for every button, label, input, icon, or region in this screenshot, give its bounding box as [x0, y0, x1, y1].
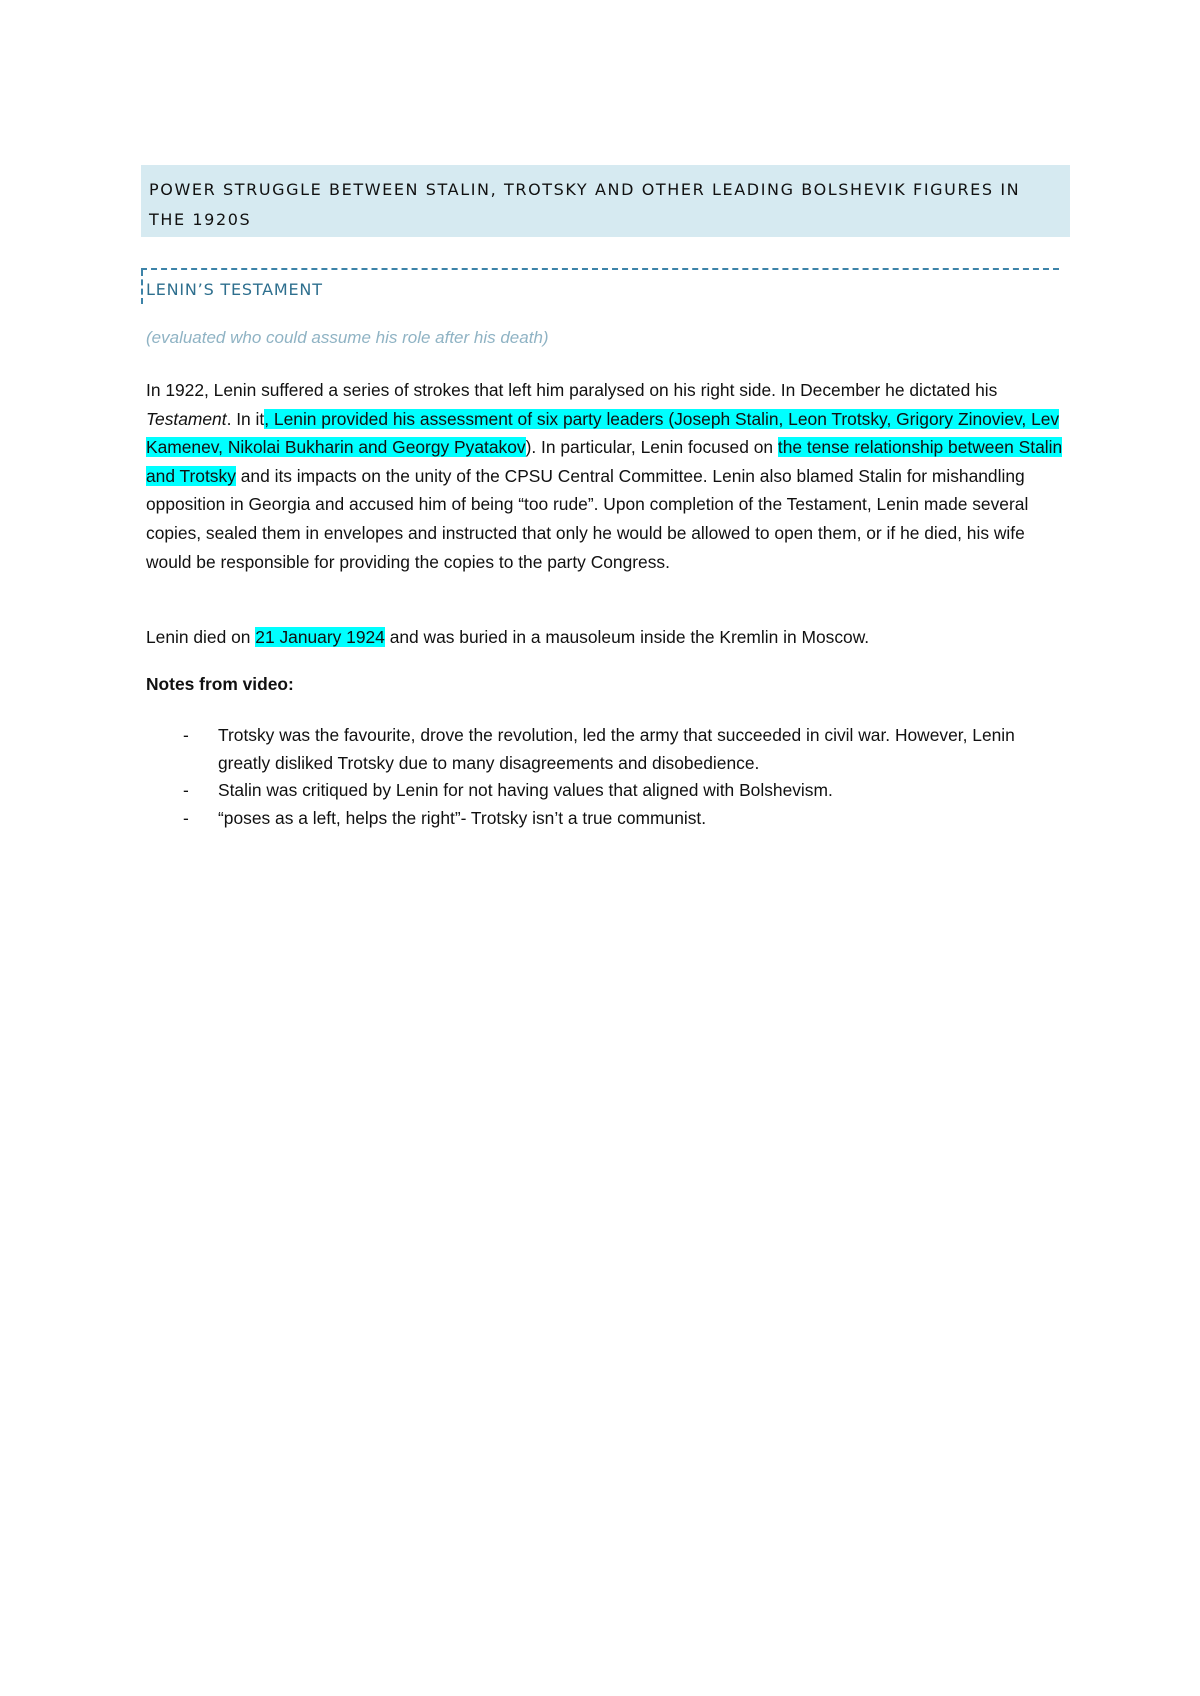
highlighted-date: 21 January 1924 [255, 627, 385, 647]
bullet-dash: - [183, 780, 189, 800]
notes-list [146, 722, 1066, 832]
paragraph-text: Lenin died on [146, 627, 256, 647]
title-banner [141, 165, 1070, 237]
paragraph-death [146, 623, 1066, 652]
list-item [146, 722, 1066, 777]
paragraph-text: ). In particular, Lenin focused on [525, 437, 778, 458]
list-item [146, 777, 1066, 805]
list-item-text: Stalin was critiqued by Lenin for not having values that aligned with Bolshevism. [218, 780, 833, 800]
paragraph-text: and was buried in a mausoleum inside the Kremlin in Moscow. [384, 627, 870, 647]
document-title: POWER STRUGGLE BETWEEN STALIN, TROTSKY AND OTHER LEADING BOLSHEVIK FIGURES IN THE 1920S [149, 180, 1021, 229]
section-divider-tick [141, 270, 143, 304]
list-item [146, 805, 1066, 833]
section-divider [141, 268, 1059, 270]
paragraph-italic-text: Testament [146, 408, 227, 429]
paragraph-text: In 1922, Lenin suffered a series of strokes that left him paralysed on his right side. In December he dictated his [146, 380, 998, 400]
paragraph-text: . In it [226, 408, 265, 429]
paragraph-testament [146, 376, 1066, 576]
bullet-dash: - [183, 807, 189, 828]
section-subtitle: (evaluated who could assume his role after his death) [146, 328, 549, 347]
section-heading: LENIN’S TESTAMENT [146, 280, 323, 299]
paragraph-text: and its impacts on the unity of the CPSU Central Committee. Lenin also blamed Stalin for mishandling opposition in Georgia and accused him of being “too rude”. Upon completion of the Testament, Lenin made several copies, sealed them in envelopes and instructed that only he would be allowed to open them, or if he died, his wife would be responsible for providing the copies to the party Congress. [146, 465, 1029, 572]
highlighted-text: the tense relationship between Stalin and Trotsky [146, 437, 1063, 486]
list-item-text: Trotsky was the favourite, drove the revolution, led the army that succeeded in civil war. However, Lenin greatly disliked Trotsky due to many disagreements and disobedience. [218, 725, 1015, 773]
bullet-dash: - [183, 725, 189, 745]
list-item-text: “poses as a left, helps the right”- Trotsky isn’t a true communist. [218, 807, 707, 828]
notes-heading: Notes from video: [146, 674, 294, 694]
highlighted-text: , Lenin provided his assessment of six party leaders (Joseph Stalin, Leon Trotsky, Grigory Zinoviev, Lev Kamenev, Nikolai Bukharin and Georgy Pyatakov [146, 408, 1060, 458]
